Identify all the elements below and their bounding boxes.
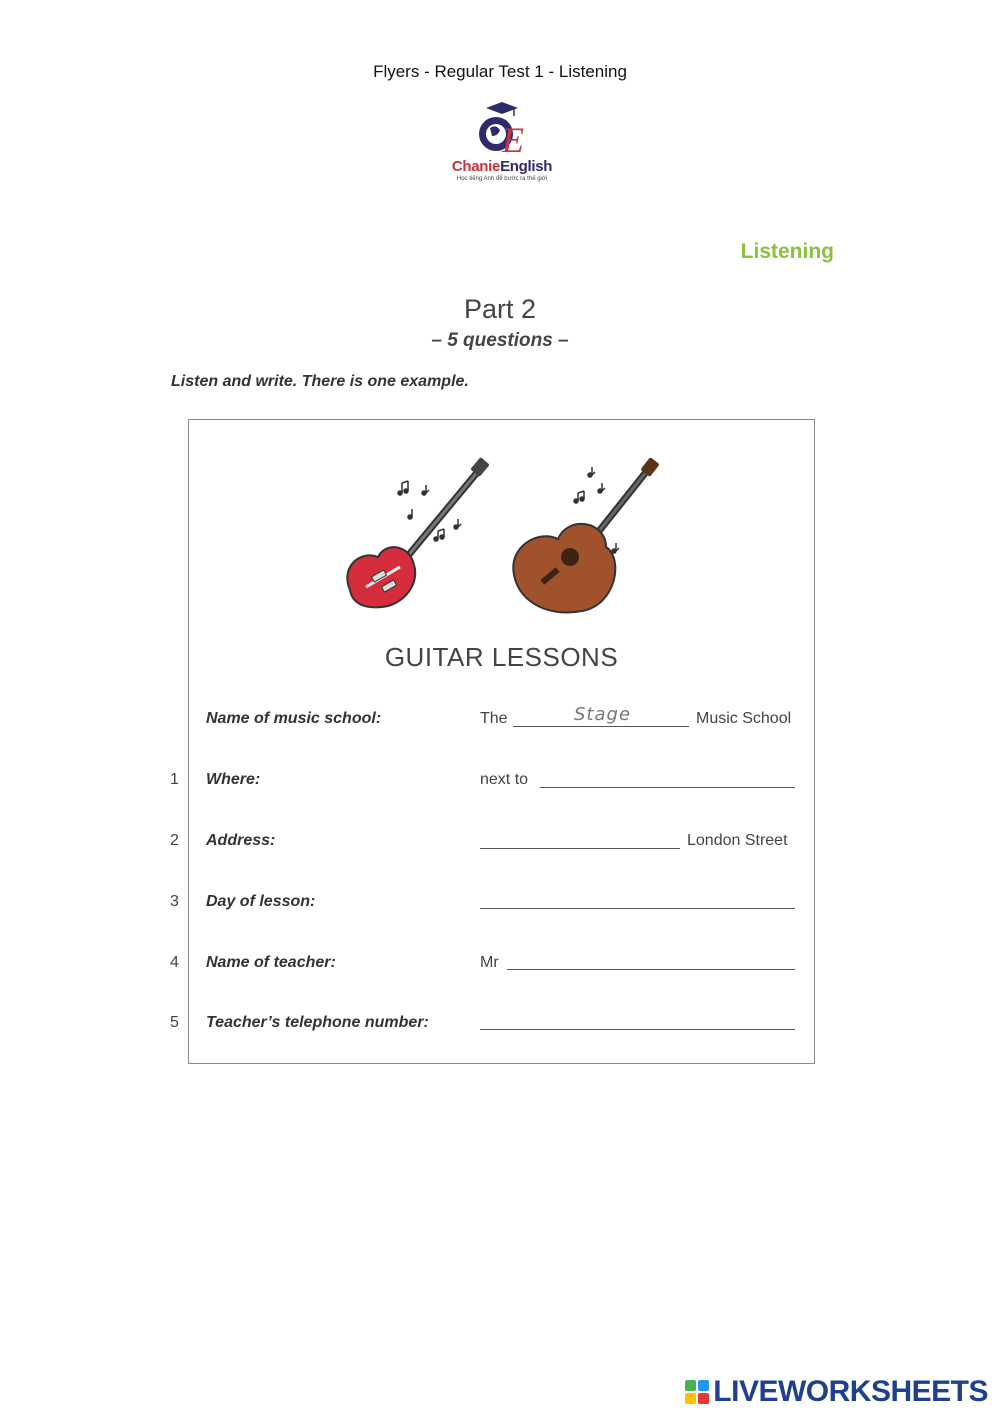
instruction-text: Listen and write. There is one example. bbox=[171, 373, 469, 390]
question-prefix-1: next to bbox=[480, 771, 529, 788]
section-label: Listening bbox=[740, 240, 834, 263]
chanie-english-logo bbox=[440, 100, 564, 190]
question-number-5: 5 bbox=[170, 1014, 179, 1031]
answer-line-2[interactable] bbox=[480, 848, 680, 849]
question-prefix-4: Mr bbox=[480, 954, 499, 971]
electric-guitar-icon bbox=[347, 457, 489, 607]
logo-tagline: Học tiếng Anh để bước ra thế giới bbox=[456, 176, 548, 182]
question-label-2: Address: bbox=[206, 832, 276, 849]
answer-line-4[interactable] bbox=[507, 969, 795, 970]
question-suffix-2: London Street bbox=[687, 832, 788, 849]
liveworksheets-grid-icon bbox=[685, 1380, 709, 1404]
part-title: Part 2 bbox=[463, 294, 537, 324]
form-title: GUITAR LESSONS bbox=[384, 642, 619, 672]
logo-brand-part2: English bbox=[500, 158, 553, 175]
logo-brand-part1: Chanie bbox=[451, 158, 501, 175]
example-suffix: Music School bbox=[696, 710, 792, 727]
question-label-3: Day of lesson: bbox=[206, 893, 316, 910]
example-answer-line bbox=[513, 726, 689, 727]
question-number-4: 4 bbox=[170, 954, 179, 971]
example-answer: Stage bbox=[574, 704, 632, 725]
part-subtitle: – 5 questions – bbox=[431, 330, 569, 351]
example-prefix: The bbox=[480, 710, 508, 727]
liveworksheets-brand bbox=[685, 1374, 988, 1410]
logo-brand-text bbox=[440, 158, 564, 175]
answer-line-3[interactable] bbox=[480, 908, 795, 909]
example-label: Name of music school: bbox=[206, 710, 382, 727]
document-header: Flyers - Regular Test 1 - Listening bbox=[373, 62, 627, 81]
answer-line-5[interactable] bbox=[480, 1029, 795, 1030]
liveworksheets-wordmark: LIVEWORKSHEETS bbox=[713, 1375, 988, 1408]
question-number-2: 2 bbox=[170, 832, 179, 849]
question-label-5: Teacher’s telephone number: bbox=[206, 1014, 429, 1031]
svg-text:E: E bbox=[502, 120, 524, 160]
answer-line-1[interactable] bbox=[540, 787, 795, 788]
question-label-1: Where: bbox=[206, 771, 261, 788]
graduation-globe-logo-icon bbox=[440, 100, 564, 160]
guitars-illustration bbox=[330, 455, 670, 625]
question-label-4: Name of teacher: bbox=[206, 954, 336, 971]
question-number-3: 3 bbox=[170, 893, 179, 910]
question-number-1: 1 bbox=[170, 771, 179, 788]
acoustic-guitar-icon bbox=[513, 457, 659, 612]
